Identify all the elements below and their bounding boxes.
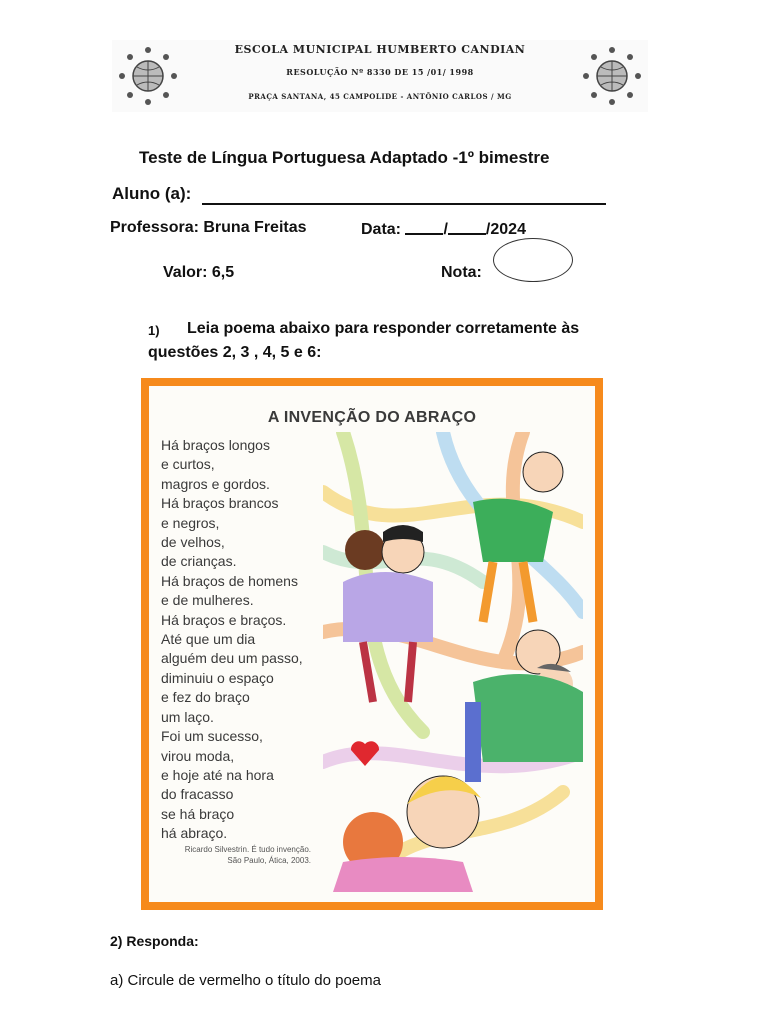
poem-line: alguém deu um passo,	[161, 650, 303, 667]
poem-line: Há braços de homens	[161, 572, 298, 589]
poem-line: diminuiu o espaço	[161, 669, 274, 686]
date-day-blank[interactable]	[405, 219, 443, 235]
poem-line: Há braços brancos	[161, 495, 279, 512]
poem-panel	[149, 386, 595, 902]
date-label: Data:	[361, 221, 402, 238]
poem-line: se há braço	[161, 805, 235, 822]
school-header	[112, 40, 648, 112]
poem-line: magros e gordos.	[161, 475, 270, 492]
student-label: Aluno (a):	[112, 184, 192, 203]
poem-line: Até que um dia	[161, 631, 256, 648]
poem-credit	[185, 844, 311, 866]
hugging-children-illustration	[323, 432, 583, 892]
poem-line: Foi um sucesso,	[161, 728, 263, 745]
question-2a-text: a) Circule de vermelho o título do poema	[110, 972, 381, 989]
poem-line: de velhos,	[161, 534, 225, 551]
date-separator: /	[443, 221, 448, 238]
poem-line: há abraço.	[161, 825, 228, 842]
teacher-name: Professora: Bruna Freitas	[110, 219, 307, 236]
question-1-text-line2: questões 2, 3 , 4, 5 e 6:	[148, 344, 322, 361]
poem-text	[161, 436, 303, 844]
question-1-number: 1)	[148, 323, 160, 338]
poem-line: um laço.	[161, 708, 214, 725]
grade-label: Nota:	[441, 264, 482, 281]
poem-title[interactable]: A INVENÇÃO DO ABRAÇO	[267, 409, 477, 426]
poem-line: e de mulheres.	[161, 592, 254, 609]
poem-line: e fez do braço	[161, 689, 250, 706]
school-resolution: RESOLUÇÃO Nº 8330 DE 15 /01/ 1998	[286, 67, 474, 77]
poem-line: e curtos,	[161, 456, 215, 473]
question-1-text-line1: Leia poema abaixo para responder corretamente às	[187, 320, 580, 337]
school-name: ESCOLA MUNICIPAL HUMBERTO CANDIAN	[234, 43, 526, 56]
poem-line: virou moda,	[161, 747, 235, 764]
student-name-field[interactable]	[202, 203, 606, 205]
poem-line: de crianças.	[161, 553, 237, 570]
globe-emblem-icon	[580, 44, 644, 108]
question-2-heading: 2) Responda:	[110, 933, 199, 949]
test-value: Valor: 6,5	[163, 264, 235, 281]
poem-line: e negros,	[161, 514, 220, 531]
date-month-blank[interactable]	[448, 219, 486, 235]
poem-line: e hoje até na hora	[161, 766, 274, 783]
poem-line: Há braços longos	[161, 437, 270, 453]
date-field[interactable]	[361, 219, 526, 239]
poem-frame	[141, 378, 603, 910]
poem-line: Há braços e braços.	[161, 611, 287, 628]
poem-credit-line: São Paulo, Ática, 2003.	[227, 856, 311, 865]
grade-oval[interactable]	[493, 238, 573, 282]
poem-credit-line: Ricardo Silvestrin. É tudo invenção.	[184, 845, 311, 854]
date-year: /2024	[485, 221, 526, 238]
poem-line: do fracasso	[161, 786, 234, 803]
test-title: Teste de Língua Portuguesa Adaptado -1º bimestre	[139, 148, 550, 167]
school-address: PRAÇA SANTANA, 45 CAMPOLIDE - ANTÔNIO CARLOS / MG	[248, 92, 512, 101]
